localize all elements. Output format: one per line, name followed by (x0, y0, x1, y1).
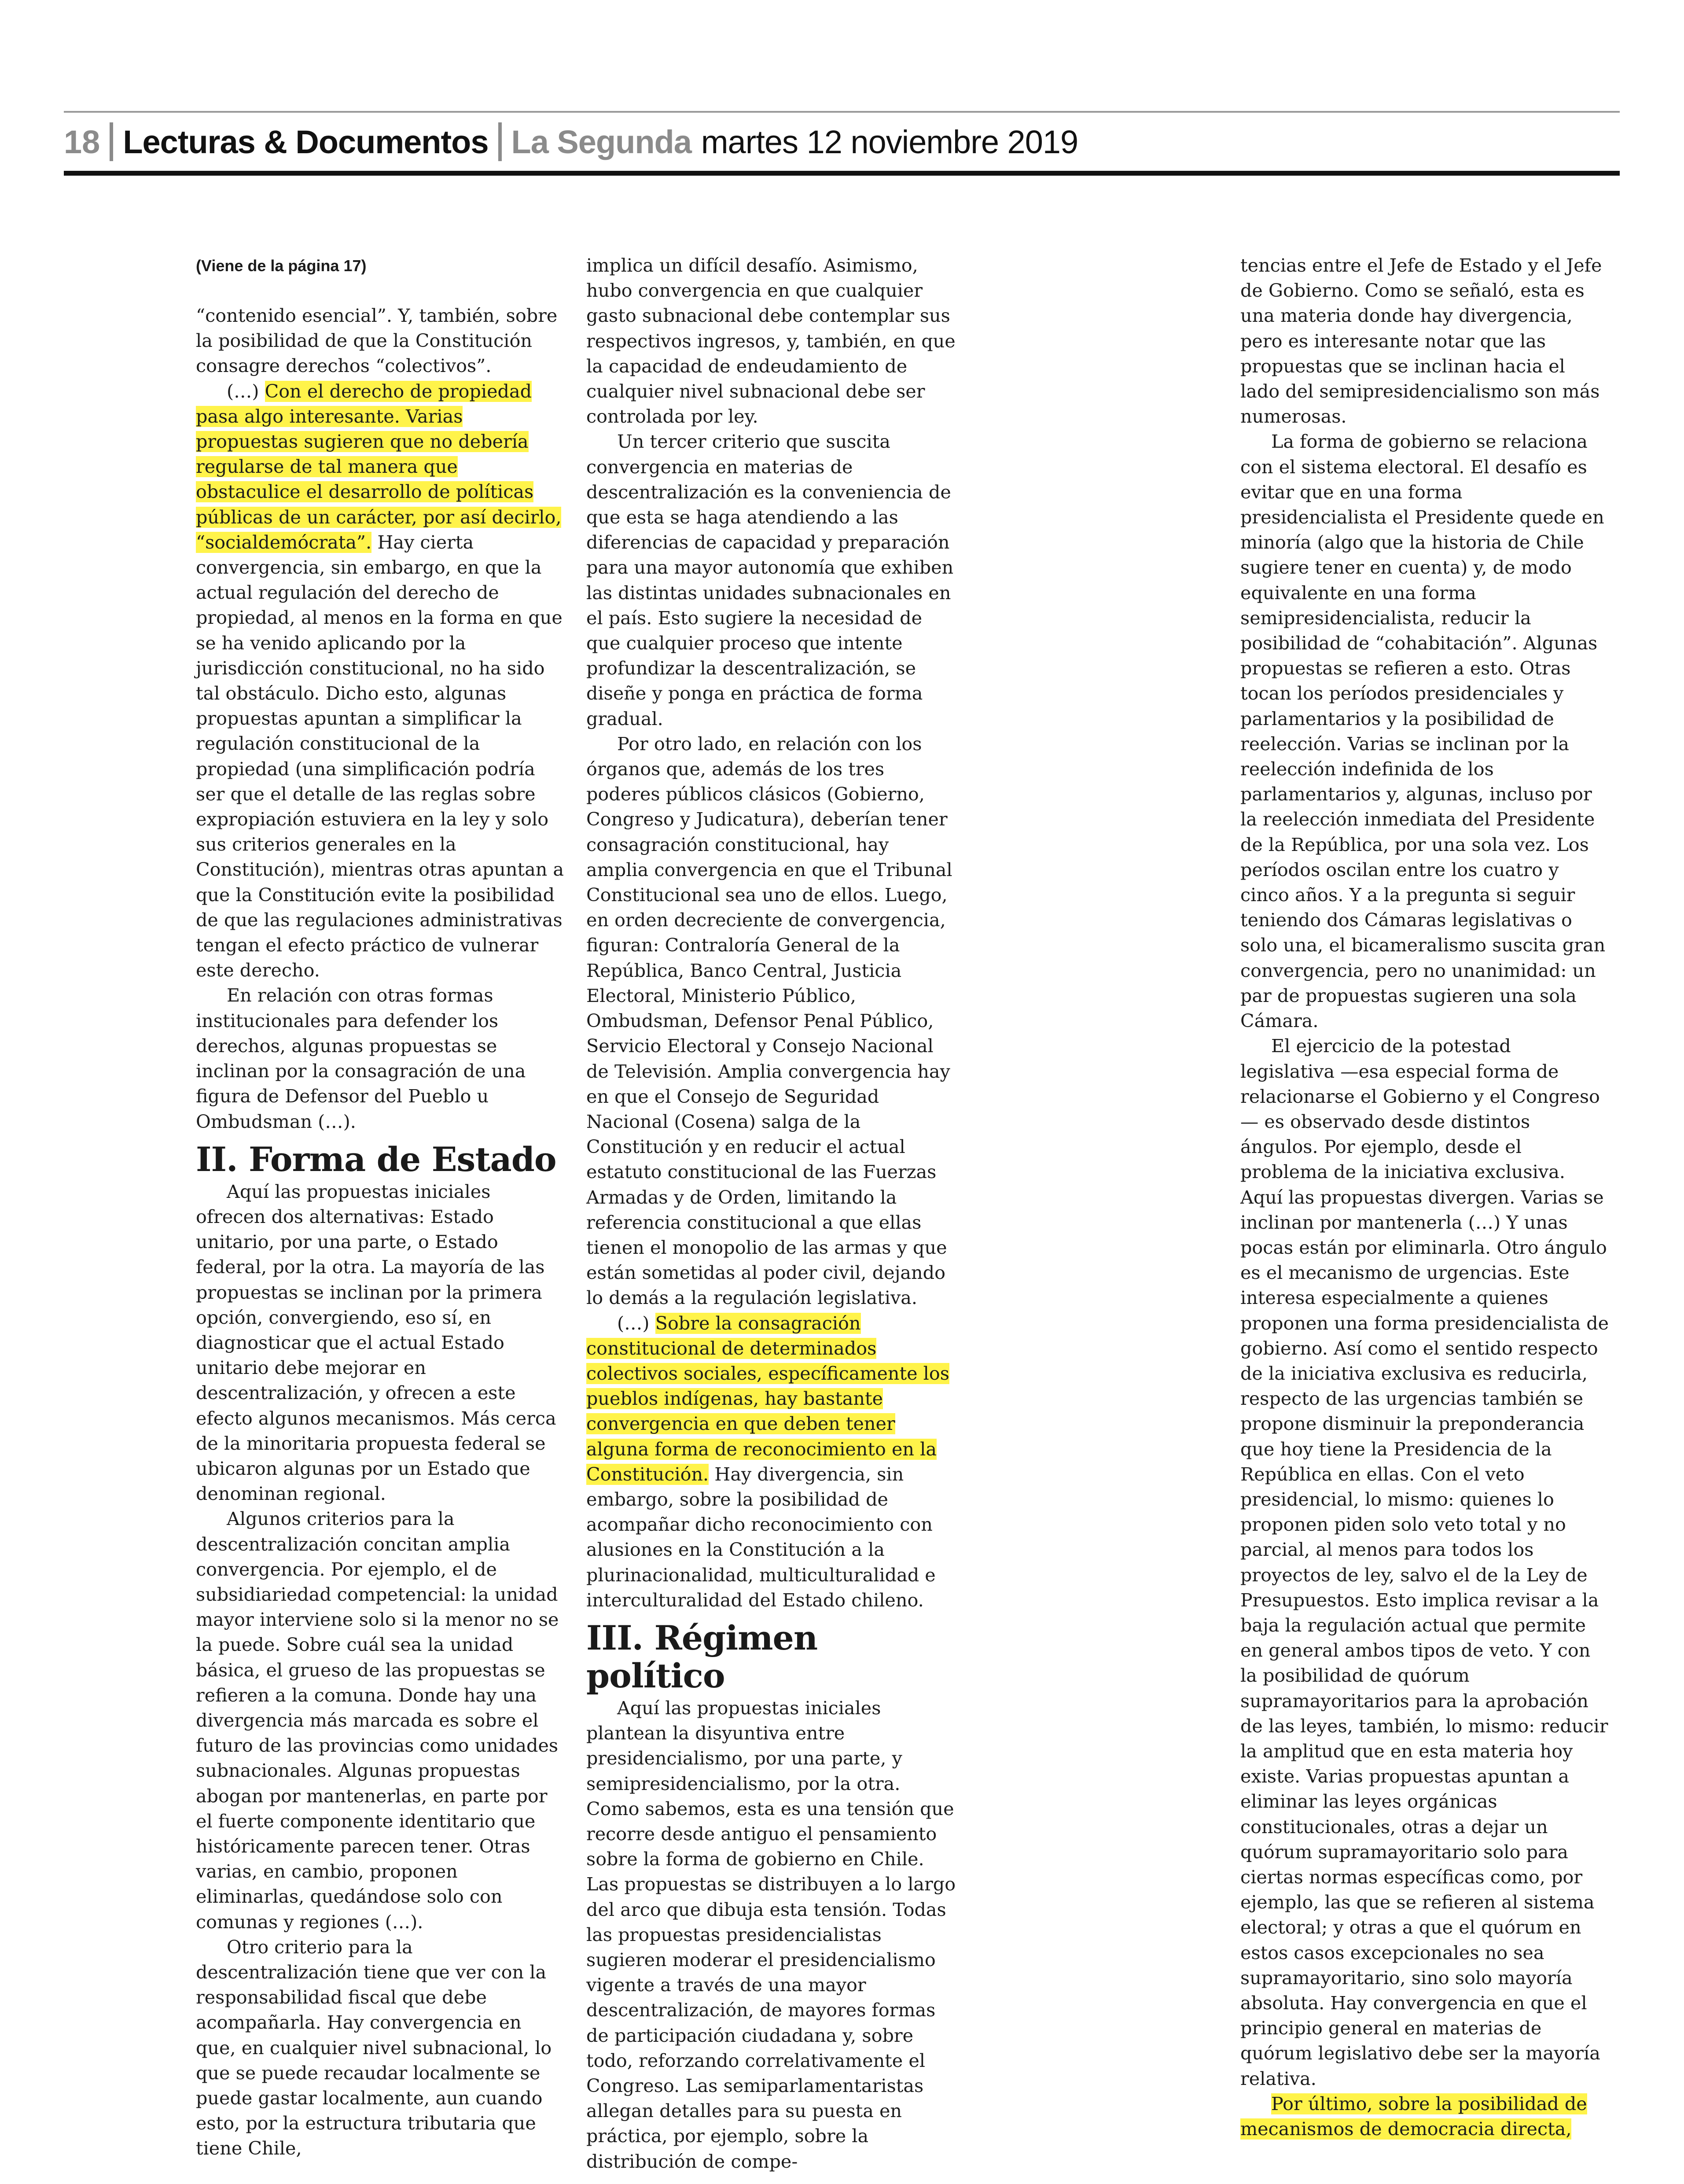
paragraph: Algunos criterios para la descentralización concitan amplia convergencia. Por ejemplo, el de subsidiariedad competencial: la unidad mayor interviene solo si la menor no se la puede. Sobre cuál sea la unidad básica, el grueso de las propuestas se refieren a la comuna. Donde hay una divergencia más marcada es sobre el futuro de las provincias como unidades subnacionales. Algunas propuestas abogan por mantenerlas, en parte por el fuerte componente identitario que históricamente parecen tener. Otras varias, en cambio, proponen eliminarlas, quedándose solo con comunas y regiones (…). (196, 1508, 559, 1933)
highlighted-text: Con el derecho de propiedad pasa algo interesante. Varias propuestas sugieren que no debería regularse de tal manera que obstaculice el desarrollo de políticas públicas de un carácter, por así decirlo, “socialdemócrata”. (196, 380, 562, 553)
paragraph: “contenido esencial”. Y, también, sobre la posibilidad de que la Constitución consagre derechos “colectivos”. (196, 305, 558, 377)
paragraph: Aquí las propuestas iniciales plantean la disyuntiva entre presidencialismo, por una parte, y semipresidencialismo, por la otra. Como sabemos, esta es una tensión que recorre desde antiguo el pensamiento sobre la forma de gobierno en Chile. Las propuestas se distribuyen a lo largo del arco que dibuja esta tensión. Todas las propuestas presidencialistas sugieren moderar el presidencialismo vigente a través de una mayor descentralización, de mayores formas de participación ciudadana y, sobre todo, reforzando correlativamente el Congreso. Las semiparlamentaristas allegan detalles para su puesta en práctica, por ejemplo, sobre la distribución de compe- (586, 1697, 956, 2172)
masthead-divider (110, 122, 113, 161)
header-top-rule (64, 111, 1620, 113)
paragraph-lead: (…) (617, 1312, 655, 1334)
section-heading: III. Régimen político (586, 1618, 818, 1695)
paragraph: El ejercicio de la potestad legislativa —esa especial forma de relacionarse el Gobierno y el Congreso— es observado desde distintos ángulos. Por ejemplo, desde el problema de la iniciativa exclusiva. Aquí las propuestas divergen. Varias se inclinan por mantenerla (…) Y unas pocas están por eliminarla. Otro ángulo es el mecanismo de urgencias. Este interesa especialmente a quienes proponen una forma presidencialista de gobierno. Así como el sentido respecto de la iniciativa exclusiva es reducirla, respecto de las urgencias también se propone disminuir la preponderancia que hoy tiene la Presidencia de la República en ellas. Con el veto presidencial, lo mismo: quienes lo proponen piden solo veto total y no parcial, al menos para todos los proyectos de ley, salvo el de la Ley de Presupuestos. Esto implica revisar a la baja la regulación actual que permite en general ambos tipos de veto. Y con la posibilidad de quórum supramayoritarios para la aprobación de las leyes, también, lo mismo: reducir la amplitud que en esta materia hoy existe. Varias propuestas apuntan a eliminar las leyes orgánicas constitucionales, otras a dejar un quórum supramayoritario solo para ciertas normas específicas como, por ejemplo, las que se refieren al sistema electoral; y otras a que el quórum en estos casos excepcionales no sea supramayoritario, sino solo mayoría absoluta. Hay convergencia en que el principio general en materias de quórum legislativo debe ser la mayoría relativa. (1240, 1035, 1609, 2089)
continued-from-label: (Viene de la página 17) (196, 257, 367, 275)
paragraph-text: Hay divergencia, sin embargo, sobre la posibilidad de acompañar dicho reconocimiento con alusiones en la Constitución a la plurinacionalidad, multiculturalidad e interculturalidad del Estado chileno. (586, 1463, 936, 1611)
header-bottom-rule (64, 171, 1620, 176)
paragraph: Por otro lado, en relación con los órganos que, además de los tres poderes públicos clásicos (Gobierno, Congreso y Judicatura), deberían tener consagración constitucional, hay amplia convergencia en que el Tribunal Constitucional sea uno de ellos. Luego, en orden decreciente de convergencia, figuran: Contraloría General de la República, Banco Central, Justicia Electoral, Ministerio Público, Ombudsman, Defensor Penal Público, Servicio Electoral y Consejo Nacional de Televisión. Amplia convergencia hay en que el Consejo de Seguridad Nacional (Cosena) salga de la Constitución y en reducir el actual estatuto constitucional de las Fuerzas Armadas y de Orden, limitando la referencia constitucional a que ellas tienen el monopolio de las armas y que están sometidas al poder civil, dejando lo demás a la regulación legislativa. (586, 733, 952, 1309)
masthead (64, 115, 1078, 168)
paragraph: Aquí las propuestas iniciales ofrecen dos alternativas: Estado unitario, por una parte, o Estado federal, por la otra. La mayoría de las propuestas se inclinan por la primera opción, convergiendo, eso sí, en diagnosticar que el actual Estado unitario debe mejorar en descentralización, y ofrecen a este efecto algunos mecanismos. Más cerca de la minoritaria propuesta federal se ubicaron algunas por un Estado que denominan regional. (196, 1181, 556, 1505)
article-column-1 (196, 253, 566, 2162)
paragraph: implica un difícil desafío. Asimismo, hubo convergencia en que cualquier gasto subnacional debe contemplar sus respectivos ingresos, y, también, en que la capacidad de endeudamiento de cualquier nivel subnacional debe ser controlada por ley. (586, 255, 956, 427)
newspaper-name: La Segunda (511, 123, 691, 160)
section-heading: II. Forma de Estado (196, 1139, 556, 1179)
paragraph: En relación con otras formas institucionales para defender los derechos, algunas propuestas se inclinan por la consagración de una figura de Defensor del Pueblo u Ombudsman (…). (196, 985, 526, 1132)
paragraph: La forma de gobierno se relaciona con el sistema electoral. El desafío es evitar que en una forma presidencialista el Presidente quede en minoría (algo que la historia de Chile sugiere tener en cuenta) y, de modo equivalente en una forma semipresidencialista, reducir la posibilidad de “cohabitación”. Algunas propuestas se refieren a esto. Otras tocan los períodos presidenciales y parlamentarios y la posibilidad de reelección. Varias se inclinan por la reelección indefinida de los parlamentarios y, algunas, incluso por la reelección inmediata del Presidente de la República, por una sola vez. Los períodos oscilan entre los cuatro y cinco años. Y a la pregunta si seguir teniendo dos Cámaras legislativas o solo una, el bicameralismo suscita gran convergencia, pero no unanimidad: un par de propuestas sugieren una sola Cámara. (1240, 431, 1606, 1032)
paragraph (586, 1311, 956, 1613)
section-title: Lecturas & Documentos (123, 123, 489, 160)
paragraph: Un tercer criterio que suscita convergencia en materias de descentralización es la conveniencia de que esta se haga atendiendo a las diferencias de capacidad y preparación para una mayor autonomía que exhiben las distintas unidades subnacionales en el país. Esto sugiere la necesidad de que cualquier proceso que intente profundizar la descentralización, se diseñe y ponga en práctica de forma gradual. (586, 431, 954, 729)
article-column-3 (1240, 253, 1610, 2142)
paragraph-text: Hay cierta convergencia, sin embargo, en que la actual regulación del derecho de propiedad, al menos en la forma en que se ha venido aplicando por la jurisdicción constitucional, no ha sido tal obstáculo. Dicho esto, algunas propuestas apuntan a simplificar la regulación constitucional de la propiedad (una simplificación podría ser que el detalle de las reglas sobre expropiación estuviera en la ley y solo sus criterios generales en la Constitución), mientras otras apuntan a que la Constitución evite la posibilidad de que las regulaciones administrativas tengan el efecto práctico de vulnerar este derecho. (196, 531, 564, 981)
issue-date: martes 12 noviembre 2019 (701, 123, 1078, 160)
paragraph: Otro criterio para la descentralización tiene que ver con la responsabilidad fiscal que debe acompañarla. Hay convergencia en que, en cualquier nivel subnacional, lo que se puede recaudar localmente se puede gastar localmente, aun cuando esto, por la estructura tributaria que tiene Chile, (196, 1936, 552, 2159)
highlighted-text: Por último, sobre la posibilidad de mecanismos de democracia directa, (1240, 2093, 1587, 2140)
paragraph-lead: (…) (227, 380, 265, 402)
page-number: 18 (64, 123, 100, 160)
paragraph (1240, 2092, 1610, 2142)
article-column-2 (586, 253, 956, 2174)
masthead-divider-2 (498, 122, 502, 161)
paragraph: tencias entre el Jefe de Estado y el Jefe de Gobierno. Como se señaló, esta es una materia donde hay divergencia, pero es interesante notar que las propuestas que se inclinan hacia el lado del semipresidencialismo son más numerosas. (1240, 255, 1602, 427)
paragraph (196, 379, 566, 983)
highlighted-text: Sobre la consagración constitucional de determinados colectivos sociales, específicamente los pueblos indígenas, hay bastante convergencia en que deben tener alguna forma de reconocimiento en la Constitución. (586, 1312, 949, 1485)
